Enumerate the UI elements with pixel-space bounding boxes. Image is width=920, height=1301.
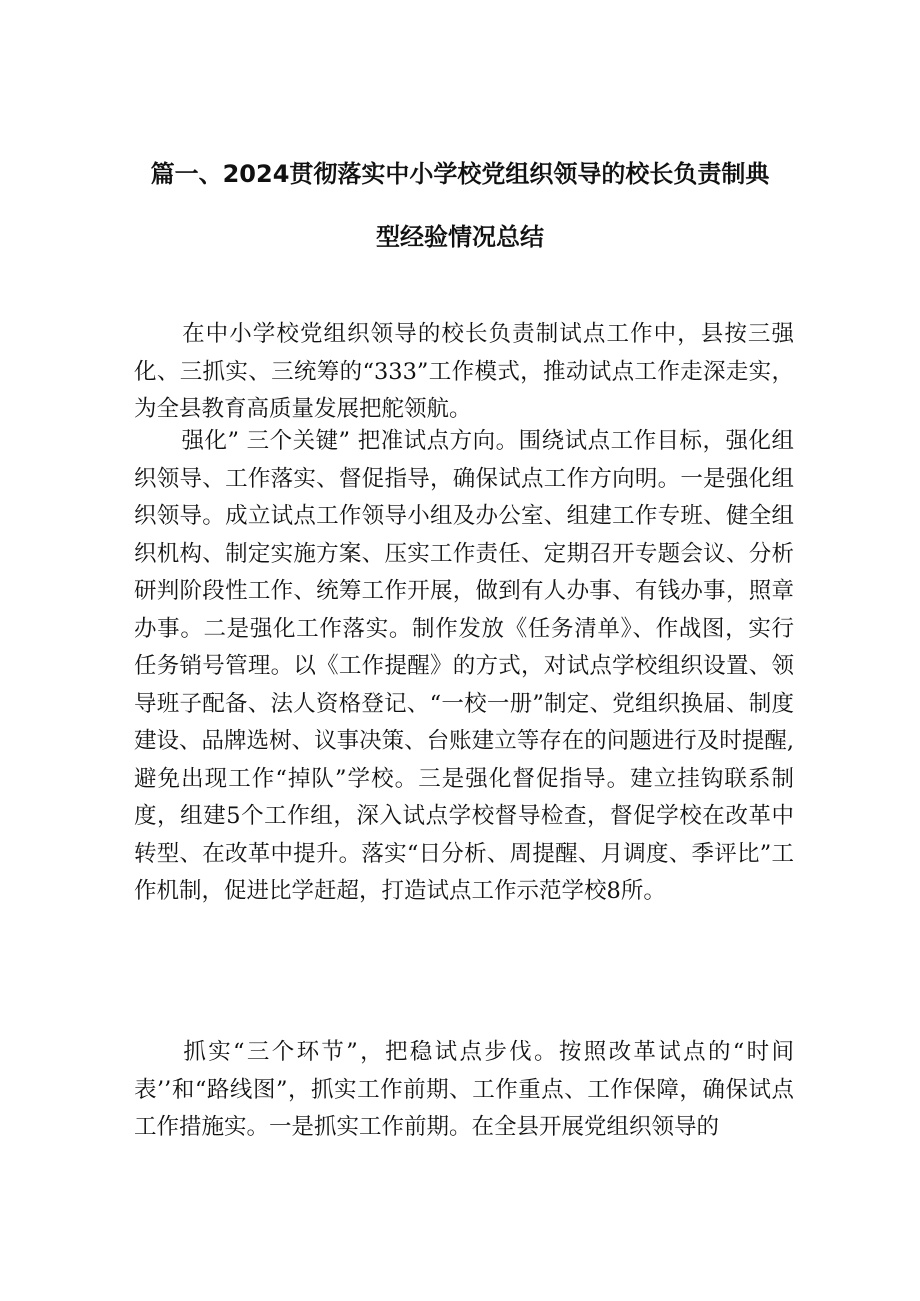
paragraph-3-text: 抓实“三个环节”，把稳试点步伐。按照改革试点的“时间表’’和“路线图”，抓实工作前期、工作重点、工作保障，确保试点工作措施实。一是抓实工作前期。在全县开展党组织领导的 [134, 1039, 794, 1140]
paragraph-1-text: 在中小学校党组织领导的校长负责制试点工作中，县按三强化、三抓实、三统筹的“333”工作模式，推动试点工作走深走实，为全县教育高质量发展把舵领航。 [134, 321, 794, 422]
document-title-line-1: 篇一、2024贯彻落实中小学校党组织领导的校长负责制典 [150, 160, 770, 188]
paragraph-2 [134, 423, 794, 911]
document-title-line-2: 型经验情况总结 [376, 223, 544, 251]
paragraph-2-text: 强化” 三个关键” 把准试点方向。围绕试点工作目标，强化组织领导、工作落实、督促指导，确保试点工作方向明。一是强化组织领导。成立试点工作领导小组及办公室、组建工作专班、健全组织机构、制定实施方案、压实工作责任、定期召开专题会议、分析研判阶段性工作、统筹工作开展，做到有人办事、有钱办事，照章办事。二是强化工作落实。制作发放《任务清单》、作战图，实行任务销号管理。以《工作提醒》的方式，对试点学校组织设置、领导班子配备、法人资格登记、“一校一册”制定、党组织换届、制度建设、品牌选树、议事决策、台账建立等存在的问题进行及时提醒,避免出现工作“掉队”学校。三是强化督促指导。建立挂钩联系制度，组建5个工作组，深入试点学校督导检查，督促学校在改革中转型、在改革中提升。落实“日分析、周提醒、月调度、季评比”工作机制，促进比学赶超，打造试点工作示范学校8所。 [134, 428, 794, 904]
paragraph-3 [134, 1034, 794, 1147]
paragraph-1 [134, 316, 794, 429]
